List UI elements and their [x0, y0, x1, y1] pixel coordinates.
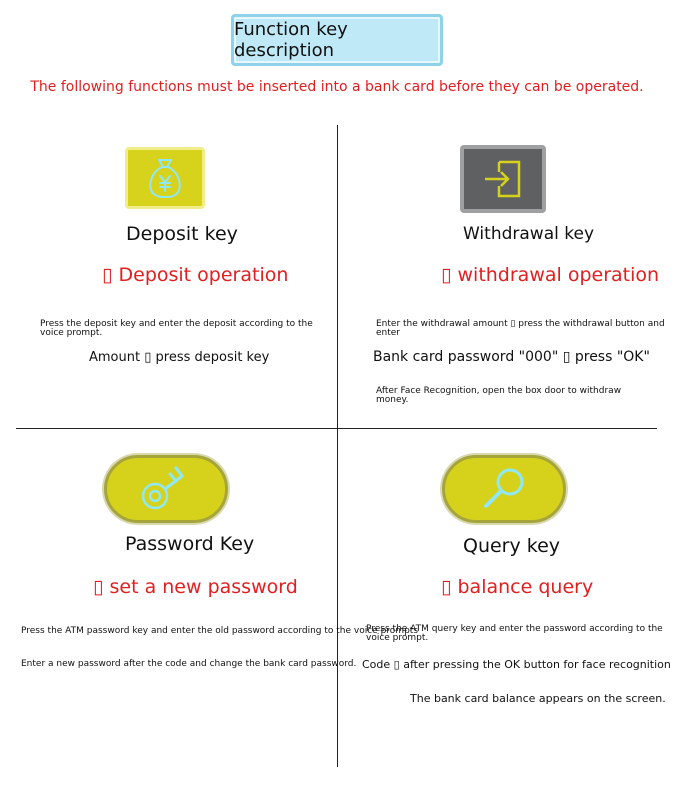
page-title-text: Function key description: [234, 19, 348, 61]
query-step-3: The bank card balance appears on the screen.: [410, 692, 666, 705]
withdrawal-key-button[interactable]: [460, 145, 546, 213]
password-step-2: Enter a new password after the code and change the bank card password.: [21, 659, 357, 669]
page-title: [231, 14, 443, 66]
query-key-button[interactable]: [442, 455, 566, 523]
password-operation-title: ▯ set a new password: [93, 576, 298, 598]
magnifier-icon: [476, 464, 532, 514]
deposit-step-1: Press the deposit key and enter the deposit according to the voice prompt.: [40, 319, 313, 338]
query-operation-title: ▯ balance query: [441, 576, 594, 598]
money-bag-yen-icon: [145, 156, 185, 200]
notice-text: The following functions must be inserted into a bank card before they can be operated.: [30, 79, 644, 95]
password-key-button[interactable]: [104, 455, 228, 523]
password-step-1: Press the ATM password key and enter the old password according to the voice prompts: [21, 626, 419, 636]
query-key-heading: Query key: [463, 535, 561, 557]
withdrawal-step-3: After Face Recognition, open the box door to withdraw money.: [376, 386, 622, 405]
deposit-key-heading: Deposit key: [126, 223, 238, 245]
withdrawal-step-1: Enter the withdrawal amount ▯ press the withdrawal button and enter: [376, 319, 665, 338]
withdrawal-key-heading: Withdrawal key: [463, 224, 595, 244]
withdrawal-operation-title: ▯ withdrawal operation: [441, 264, 660, 286]
withdrawal-step-2: Bank card password "000" ▯ press "OK": [373, 349, 650, 365]
horizontal-divider: [16, 428, 657, 429]
deposit-operation-title: ▯ Deposit operation: [102, 264, 289, 286]
password-key-heading: Password Key: [125, 533, 255, 555]
vertical-divider: [337, 125, 338, 767]
query-step-2: Code ▯ after pressing the OK button for face recognition: [362, 658, 671, 671]
deposit-step-2: Amount ▯ press deposit key: [89, 350, 270, 365]
key-icon: [138, 464, 194, 514]
deposit-key-button[interactable]: [125, 147, 205, 209]
query-step-1: Press the ATM query key and enter the password according to the voice prompt.: [366, 624, 663, 643]
sign-in-arrow-icon: [481, 158, 525, 200]
